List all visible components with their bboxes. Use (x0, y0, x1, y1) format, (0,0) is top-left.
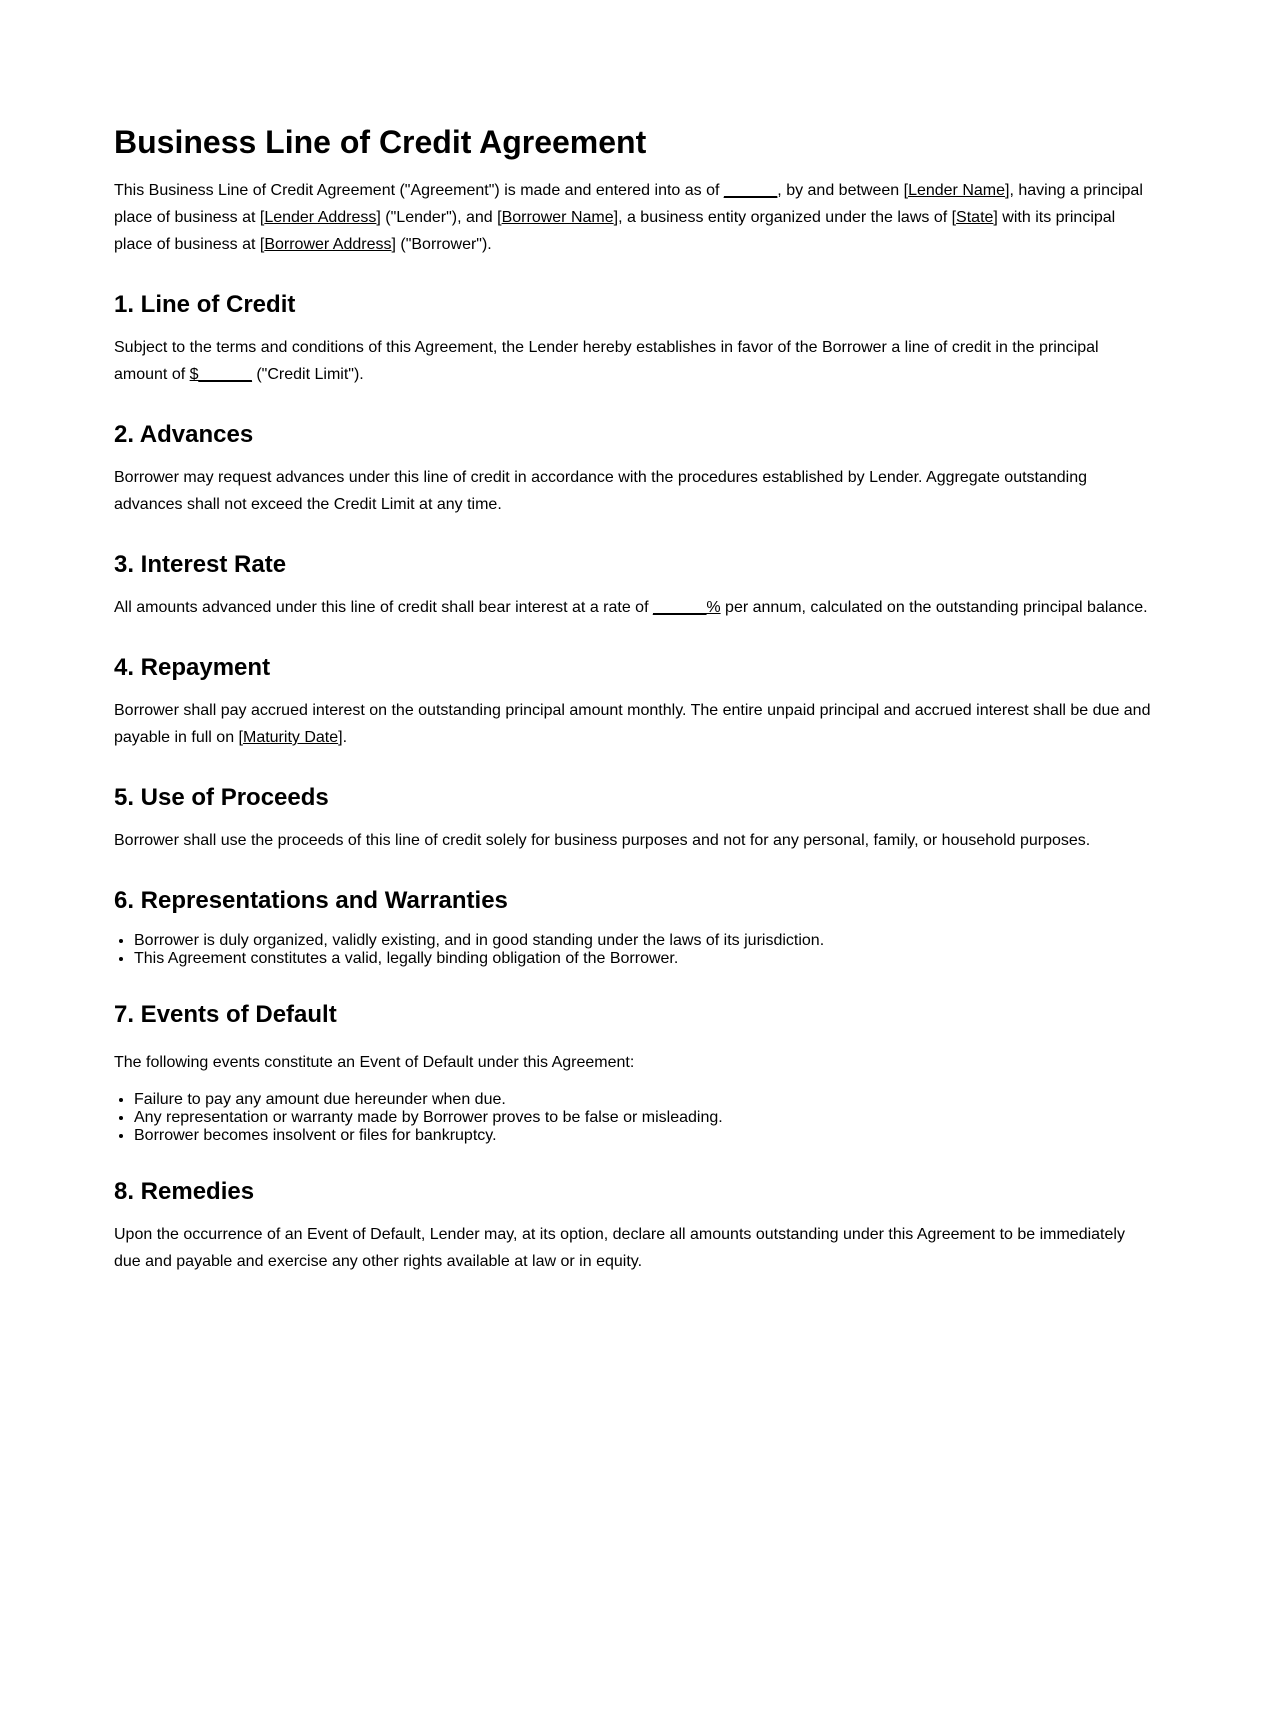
section-paragraph (114, 594, 1154, 621)
list-item: • Failure to pay any amount due hereunder when due. (134, 1091, 1154, 1109)
borrower-name-placeholder: Borrower Name (501, 209, 614, 226)
section-heading: 4. Repayment (114, 654, 271, 681)
intro-text: ], having a principal place of business at [ (114, 182, 1143, 226)
state-placeholder: State (956, 209, 994, 226)
section-text: All amounts advanced under this line of credit shall bear interest at a rate of (114, 599, 653, 616)
intro-text: ] with its principal place of business at [ (114, 209, 1116, 253)
intro-text: , by and between [ (777, 182, 909, 199)
section-heading: 2. Advances (114, 421, 254, 448)
section-paragraph (114, 334, 1154, 388)
section-text: per annum, calculated on the outstanding principal balance. (720, 599, 1148, 616)
lender-address-placeholder: Lender Address (264, 209, 377, 226)
list-item: • Any representation or warranty made by Borrower proves to be false or misleading. (134, 1109, 1154, 1127)
section-paragraph (114, 697, 1154, 751)
section-line-of-credit (114, 291, 1154, 388)
maturity-date-placeholder: Maturity Date (242, 729, 339, 746)
list-item: • Borrower becomes insolvent or files for bankruptcy. (134, 1127, 1154, 1145)
borrower-address-placeholder: Borrower Address (264, 236, 392, 253)
section-remedies (114, 1178, 1154, 1275)
section-heading: 1. Line of Credit (114, 291, 296, 318)
section-repayment (114, 654, 1154, 751)
section-paragraph: Upon the occurrence of an Event of Default, Lender may, at its option, declare all amounts outstanding under this Agreement to be immediately due and payable and exercise any other rights available at law or in equity. (114, 1226, 1125, 1270)
section-heading: 7. Events of Default (114, 1001, 337, 1028)
lender-name-placeholder: Lender Name (908, 182, 1006, 199)
section-heading: 5. Use of Proceeds (114, 784, 329, 811)
list-item: • This Agreement constitutes a valid, legally binding obligation of the Borrower. (134, 950, 1154, 968)
section-heading: 3. Interest Rate (114, 551, 287, 578)
intro-text: This Business Line of Credit Agreement ("Agreement") is made and entered into as of (114, 182, 724, 199)
intro-text: ] ("Borrower"). (391, 236, 492, 253)
document-title: Business Line of Credit Agreement (114, 124, 647, 160)
section-text: ("Credit Limit"). (251, 366, 364, 383)
rate-blank: ______% (652, 599, 721, 616)
section-paragraph: Borrower may request advances under this line of credit in accordance with the procedures established by Lender. Aggregate outstanding advances shall not exceed the Credit Limit at any time. (114, 469, 1088, 513)
section-representations-warranties (114, 887, 1154, 968)
section-paragraph: The following events constitute an Event of Default under this Agreement: (114, 1054, 635, 1071)
section-advances (114, 421, 1154, 518)
section-text: ]. (338, 729, 348, 746)
section-text: Subject to the terms and conditions of this Agreement, the Lender hereby establishes in favor of the Borrower a line of credit in the principal amount of (114, 339, 1099, 383)
section-use-of-proceeds (114, 784, 1154, 854)
section-events-of-default (114, 1001, 1154, 1145)
bullet-list (114, 1091, 1154, 1145)
intro-paragraph (114, 177, 1154, 258)
section-heading: 6. Representations and Warranties (114, 887, 508, 914)
section-interest-rate (114, 551, 1154, 621)
list-item: • Borrower is duly organized, validly existing, and in good standing under the laws of its jurisdiction. (134, 932, 1154, 950)
section-paragraph: Borrower shall use the proceeds of this line of credit solely for business purposes and not for any personal, family, or household purposes. (114, 832, 1091, 849)
intro-text: ], a business entity organized under the laws of [ (613, 209, 957, 226)
amount-blank: $______ (189, 366, 252, 383)
intro-text: ] ("Lender"), and [ (376, 209, 502, 226)
section-heading: 8. Remedies (114, 1178, 255, 1205)
section-text: Borrower shall pay accrued interest on the outstanding principal amount monthly. The entire unpaid principal and accrued interest shall be due and payable in full on [ (114, 702, 1151, 746)
bullet-list (114, 932, 1154, 968)
date-blank: ______ (723, 182, 778, 199)
